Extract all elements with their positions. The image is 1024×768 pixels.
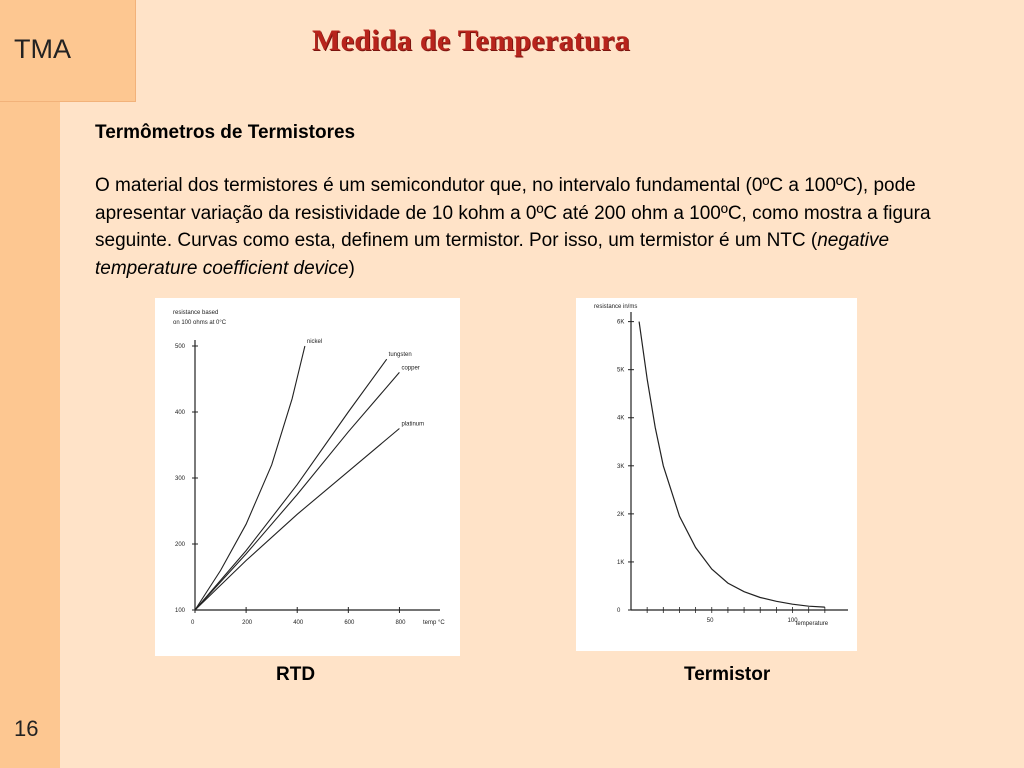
rtd-figure (155, 298, 460, 656)
th-xtick-label: 100 (787, 618, 798, 624)
rtd-xtick-label: 400 (293, 620, 304, 626)
rtd-chart (155, 298, 460, 656)
rtd-xtick-label: 0 (191, 620, 195, 626)
rtd-xtick-label: 600 (344, 620, 355, 626)
th-ytick-label: 5K (617, 367, 625, 374)
paragraph-text: O material dos termistores é um semicondutor que, no intervalo fundamental (0ºC a 100ºC), pode apresentar variação da resistividade de 10 kohm a 0ºC até 200 ohm a 100ºC, como mostra a figura seguinte. Curvas como esta, definem um termistor. Por isso, um termistor é um NTC ( (95, 175, 931, 251)
paragraph-italic: negative temperature coefficient device (95, 230, 890, 279)
page-number: 16 (14, 716, 39, 741)
th-ytick-label: 1K (617, 559, 625, 566)
paragraph-end: ) (348, 257, 355, 279)
rtd-series-nickel (195, 346, 305, 610)
rtd-series-label: tungsten (388, 352, 412, 359)
thermistor-caption: Termistor (684, 664, 771, 685)
rtd-xlabel: temp °C (423, 620, 445, 626)
slide-paragraph (95, 172, 965, 282)
th-ytick-label: 4K (617, 415, 625, 422)
th-series-line (639, 322, 825, 607)
th-ytick-label: 3K (617, 463, 625, 470)
rtd-ytick-label: 400 (175, 410, 186, 416)
thermistor-figure (576, 298, 857, 651)
rtd-series-label: nickel (306, 339, 323, 345)
rtd-ytick-label: 100 (175, 608, 186, 614)
corner-box (0, 0, 136, 102)
rtd-ylabel-1: resistance based (173, 310, 219, 316)
rtd-ytick-label: 500 (175, 344, 186, 350)
th-ytick-label: 0 (617, 608, 621, 614)
slide-title: Medida de Temperatura (312, 24, 630, 57)
th-ytick-label: 2K (617, 511, 625, 518)
rtd-ytick-label: 200 (175, 542, 186, 548)
rtd-series-tungsten (195, 359, 387, 610)
th-ytick-label: 6K (617, 319, 625, 326)
sidebar-label: TMA (14, 34, 71, 64)
rtd-xtick-label: 200 (242, 620, 253, 626)
sidebar-strip (0, 0, 60, 768)
rtd-series-label: platinum (401, 421, 425, 428)
rtd-caption: RTD (276, 664, 316, 685)
th-ylabel: resistance in/ms (594, 304, 638, 310)
rtd-series-label: copper (401, 365, 420, 372)
rtd-xtick-label: 800 (395, 620, 406, 626)
slide-subtitle: Termômetros de Termistores (95, 122, 356, 143)
rtd-series-platinum (195, 429, 399, 611)
rtd-ylabel-2: on 100 ohms at 0°C (173, 320, 227, 326)
th-xlabel: temperature (795, 621, 829, 627)
rtd-ytick-label: 300 (175, 476, 186, 482)
thermistor-chart (576, 298, 857, 651)
th-xtick-label: 50 (706, 618, 714, 624)
